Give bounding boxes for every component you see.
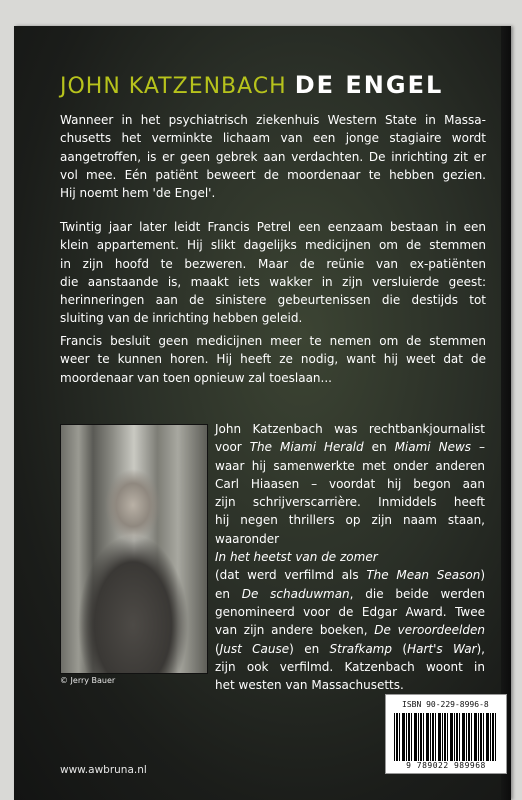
cover-edge [501, 26, 511, 800]
text-line [215, 566, 485, 584]
text-line [215, 548, 485, 566]
text-line: het westen van Massachusetts. [215, 678, 404, 693]
text-run: ), [476, 641, 485, 656]
text-line: chusetts het verminkte lichaam van een jonge stagiaire wordt [60, 131, 486, 146]
text-line: Wanneer in het psychiatrisch ziekenhuis Western State in Massa- [60, 113, 486, 127]
text-line: vol mee. Eén patiënt beweert de moordenaar te hebben gezien. [60, 167, 486, 182]
author-bio [215, 420, 485, 694]
text-line: herinneringen aan de sinistere gebeurtenissen die destijds tot [60, 293, 486, 308]
text-line: zijn ook verfilmd. Katzenbach woont in [215, 659, 485, 674]
text-line: Twintig jaar later leidt Francis Petrel een eenzaam bestaan in een [60, 220, 486, 234]
blurb-paragraph-3 [60, 332, 486, 387]
text-line [215, 640, 485, 658]
author-name: JOHN KATZENBACH [60, 74, 287, 99]
film-title: Just Cause [219, 641, 290, 656]
book-title-italic: De veroordeelden [374, 623, 486, 638]
text-line: genomineerd voor de Edgar Award. Twee [215, 604, 485, 619]
film-title: Hart's War [407, 641, 477, 656]
back-cover [14, 26, 511, 800]
text-line: die aanstaande is, maakt iets wakker in zijn versluierde geest: [60, 274, 486, 289]
text-line: John Katzenbach was rechtbankjournalist [215, 422, 485, 436]
title-row [60, 71, 443, 101]
text-run: – [471, 440, 485, 455]
text-run: voor [215, 440, 250, 455]
text-line: waar hij samenwerkte met onder anderen [215, 458, 485, 473]
text-line: sluiting van de inrichting hebben geleid. [60, 311, 303, 326]
text-run: ) [480, 568, 485, 583]
author-photo [60, 424, 208, 674]
text-line: Francis besluit geen medicijnen meer te nemen om de stemmen [60, 334, 486, 348]
text-line: moordenaar van toen opnieuw zal toeslaan... [60, 370, 332, 385]
book-title-italic: Strafkamp [329, 641, 392, 656]
text-line: zijn schrijverscarrière. Inmiddels heeft [215, 495, 485, 510]
film-title: The Mean Season [366, 568, 481, 583]
text-run: , die beide werden [349, 586, 486, 601]
text-run: en [363, 440, 395, 455]
isbn-text: ISBN 90-229-8996-8 [402, 700, 489, 709]
text-line: weer te kunnen horen. Hij heeft ze nodig, want hij weet dat de [60, 352, 486, 367]
text-line [215, 438, 485, 456]
barcode-label [385, 694, 507, 774]
text-line [215, 621, 485, 639]
photo-credit: © Jerry Bauer [60, 676, 116, 685]
text-run: ( [392, 641, 408, 656]
publication-title: The Miami Herald [249, 440, 364, 455]
blurb-paragraph-2 [60, 218, 486, 328]
book-title-italic: In het heetst van de zomer [215, 550, 378, 565]
text-line: in zijn hoofd te bezweren. Maar de reünie van ex-patiënten [60, 256, 486, 271]
text-run: (dat werd verfilmd als [215, 568, 367, 583]
blurb-paragraph-1 [60, 111, 486, 202]
text-line: klein appartement. Hij slikt dagelijks medicijnen om de stemmen [60, 238, 486, 253]
text-line [215, 585, 485, 603]
text-run: ( [215, 641, 220, 656]
publication-title: Miami News [394, 440, 472, 455]
text-line: waaronder [215, 531, 280, 546]
barcode-icon [394, 713, 498, 761]
ean-number: 9 789022 989968 [406, 761, 486, 770]
book-title-italic: De schaduwman [241, 586, 350, 601]
text-run: en [215, 586, 242, 601]
text-line: Carl Hiaasen – voordat hij begon aan [215, 476, 485, 491]
book-title: DE ENGEL [294, 71, 444, 99]
text-line: hij negen thrillers op zijn naam staan, [215, 513, 485, 528]
publisher-website: www.awbruna.nl [60, 764, 147, 776]
text-line: aangetroffen, is er geen gebrek aan verdachten. De inrichting zit er [60, 149, 486, 164]
text-run: van zijn andere boeken, [215, 623, 375, 638]
text-line: Hij noemt hem 'de Engel'. [60, 186, 216, 201]
text-run: ) en [289, 641, 330, 656]
